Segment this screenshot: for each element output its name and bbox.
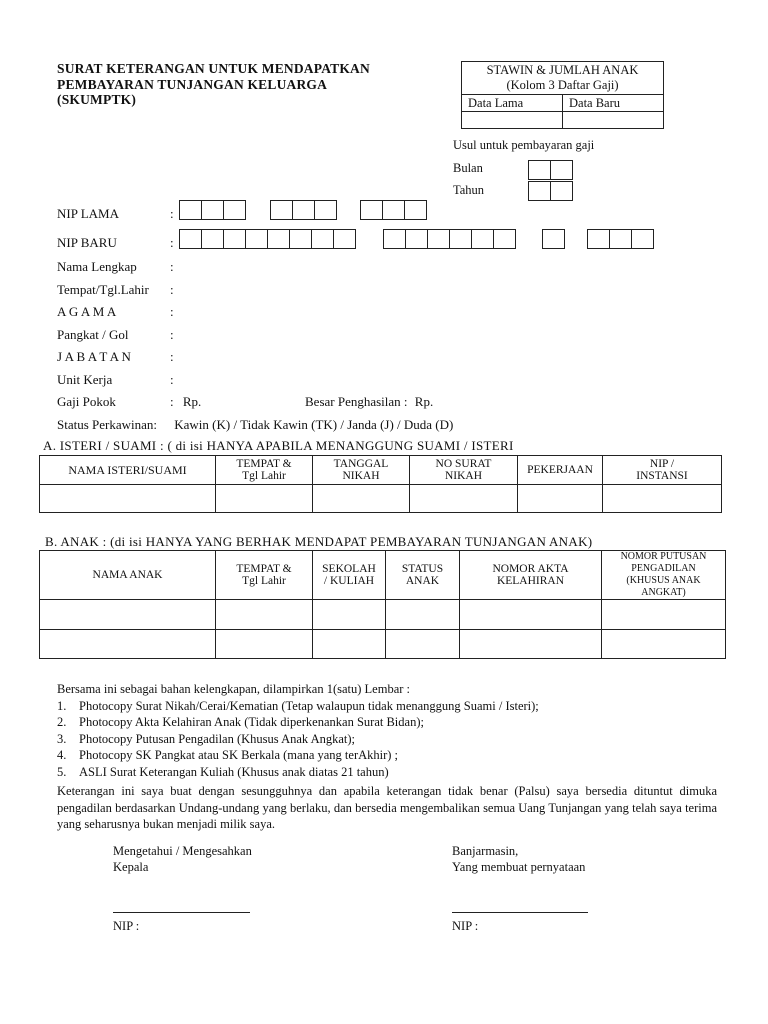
digit-box[interactable]	[223, 200, 246, 220]
besar-penghasilan-label: Besar Penghasilan :	[305, 394, 408, 409]
mengetahui-label: Mengetahui / Mengesahkan	[113, 844, 252, 858]
nama-row	[57, 258, 174, 276]
digit-box[interactable]	[270, 200, 293, 220]
penghasilan-label	[305, 393, 433, 411]
title-line-1: SURAT KETERANGAN UNTUK MENDAPATKAN	[57, 61, 370, 76]
nip-lama-group-2[interactable]	[271, 200, 337, 220]
digit-box[interactable]	[493, 229, 516, 249]
col-nip-instansi: NIP / INSTANSI	[603, 456, 722, 485]
unit-row	[57, 371, 174, 389]
table-cell[interactable]	[386, 630, 460, 659]
right-nip-label: NIP :	[452, 919, 479, 933]
digit-box[interactable]	[550, 181, 573, 201]
digit-box[interactable]	[360, 200, 383, 220]
ttl-row	[57, 281, 174, 299]
anak-table	[39, 550, 726, 659]
city-label: Banjarmasin,	[452, 844, 519, 858]
digit-box[interactable]	[550, 160, 573, 180]
nip-baru-group-3[interactable]	[543, 229, 565, 249]
kepala-label: Kepala	[113, 860, 149, 874]
colon: :	[170, 282, 174, 297]
nip-lama-row	[57, 205, 174, 223]
status-row	[57, 416, 617, 434]
left-nip-label: NIP :	[113, 919, 140, 933]
pembuat-label: Yang membuat pernyataan	[452, 860, 586, 874]
table-row[interactable]	[40, 630, 726, 659]
col-sekolah: SEKOLAH / KULIAH	[313, 551, 386, 600]
list-item: 1. Photocopy Surat Nikah/Cerai/Kematian (Tetap walaupun tidak menanggung Suami / Isteri);	[57, 698, 539, 713]
jabatan-label: J A B A T A N	[57, 349, 131, 364]
digit-box[interactable]	[179, 229, 202, 249]
left-signature-block	[113, 843, 252, 875]
digit-box[interactable]	[609, 229, 632, 249]
digit-box[interactable]	[314, 200, 337, 220]
stawin-baru-input[interactable]	[562, 112, 663, 128]
digit-box[interactable]	[449, 229, 472, 249]
jabatan-row	[57, 348, 174, 366]
digit-box[interactable]	[223, 229, 246, 249]
table-cell[interactable]	[603, 485, 722, 513]
nip-baru-group-4[interactable]	[588, 229, 654, 249]
list-item: 3. Photocopy Putusan Pengadilan (Khusus Anak Angkat);	[57, 731, 356, 746]
attachments-list	[57, 698, 539, 781]
col-tanggal-nikah: TANGGAL NIKAH	[313, 456, 410, 485]
digit-box[interactable]	[333, 229, 356, 249]
left-signature-line[interactable]	[113, 912, 250, 913]
stawin-table	[461, 61, 664, 129]
colon: :	[170, 259, 174, 274]
statement-paragraph: Keterangan ini saya buat dengan sesungguhnya dan apabila keterangan tidak benar (Palsu) saya bersedia dituntut dimuka pengadilan berdasarkan Undang-undang yang berlaku, dan bersedia mengembalikan semua Uang Tunjangan yang telah saya terima yang seharusnya bukan menjadi milik saya.	[57, 784, 717, 831]
gaji-label: Gaji Pokok	[57, 394, 116, 409]
colon: :	[170, 327, 174, 342]
bulan-label: Bulan	[453, 161, 483, 175]
table-cell[interactable]	[518, 485, 603, 513]
nip-baru-group-1[interactable]	[180, 229, 356, 249]
digit-box[interactable]	[528, 181, 551, 201]
digit-box[interactable]	[471, 229, 494, 249]
status-label: Status Perkawinan:	[57, 417, 158, 432]
colon: :	[170, 206, 174, 221]
agama-label: A G A M A	[57, 304, 117, 319]
digit-box[interactable]	[201, 229, 224, 249]
stawin-lama-input[interactable]	[462, 112, 562, 128]
unit-label: Unit Kerja	[57, 372, 113, 387]
stawin-subheader: (Kolom 3 Daftar Gaji)	[506, 78, 619, 92]
table-cell[interactable]	[313, 485, 410, 513]
table-cell[interactable]	[460, 630, 602, 659]
nip-lama-group-1[interactable]	[180, 200, 246, 220]
form-title	[57, 61, 370, 108]
digit-box[interactable]	[289, 229, 312, 249]
nip-lama-group-3[interactable]	[361, 200, 427, 220]
digit-box[interactable]	[587, 229, 610, 249]
pangkat-row	[57, 326, 174, 344]
col-nama-isteri: NAMA ISTERI/SUAMI	[40, 456, 216, 485]
table-header-row	[40, 551, 726, 600]
penghasilan-rp: Rp.	[414, 394, 434, 409]
table-row[interactable]	[40, 600, 726, 630]
table-cell[interactable]	[386, 600, 460, 630]
title-line-2: PEMBAYARAN TUNJANGAN KELUARGA	[57, 76, 328, 92]
digit-box[interactable]	[292, 200, 315, 220]
nip-lama-label: NIP LAMA	[57, 206, 119, 221]
table-header-row	[40, 456, 722, 485]
table-cell[interactable]	[602, 630, 726, 659]
digit-box[interactable]	[245, 229, 268, 249]
digit-box[interactable]	[404, 200, 427, 220]
col-akta: NOMOR AKTA KELAHIRAN	[460, 551, 602, 600]
digit-box[interactable]	[201, 200, 224, 220]
table-cell[interactable]	[40, 600, 216, 630]
pangkat-label: Pangkat / Gol	[57, 327, 129, 342]
isteri-suami-table	[39, 455, 722, 513]
digit-box[interactable]	[542, 229, 565, 249]
table-cell[interactable]	[40, 485, 216, 513]
table-cell[interactable]	[216, 630, 313, 659]
colon: :	[170, 304, 174, 319]
digit-box[interactable]	[405, 229, 428, 249]
col-putusan: NOMOR PUTUSAN PENGADILAN (KHUSUS ANAK ANGKAT)	[602, 551, 726, 600]
col-tempat: TEMPAT & Tgl Lahir	[216, 551, 313, 600]
table-cell[interactable]	[40, 630, 216, 659]
tahun-label: Tahun	[453, 183, 485, 197]
digit-box[interactable]	[382, 200, 405, 220]
gaji-rp: Rp.	[182, 394, 202, 409]
digit-box[interactable]	[383, 229, 406, 249]
table-cell[interactable]	[410, 485, 518, 513]
stawin-col-baru: Data Baru	[562, 95, 663, 111]
col-no-surat: NO SURAT NIKAH	[410, 456, 518, 485]
nama-label: Nama Lengkap	[57, 259, 137, 274]
colon: :	[170, 235, 174, 250]
colon: :	[170, 394, 174, 409]
col-tempat: TEMPAT & Tgl Lahir	[216, 456, 313, 485]
section-a-title: A. ISTERI / SUAMI : ( di isi HANYA APABILA MENANGGUNG SUAMI / ISTERI	[43, 438, 514, 453]
right-signature-line[interactable]	[452, 912, 588, 913]
table-cell[interactable]	[602, 600, 726, 630]
bulan-boxes[interactable]	[529, 160, 573, 180]
attachments-intro: Bersama ini sebagai bahan kelengkapan, dilampirkan 1(satu) Lembar :	[57, 682, 410, 696]
digit-box[interactable]	[179, 200, 202, 220]
col-status-anak: STATUS ANAK	[386, 551, 460, 600]
table-cell[interactable]	[313, 600, 386, 630]
title-line-3: (SKUMPTK)	[57, 92, 137, 107]
col-nama-anak: NAMA ANAK	[40, 551, 216, 600]
digit-box[interactable]	[427, 229, 450, 249]
attachments	[57, 681, 539, 780]
section-b-title: B. ANAK : (di isi HANYA YANG BERHAK MENDAPAT PEMBAYARAN TUNJANGAN ANAK)	[45, 534, 593, 549]
table-cell[interactable]	[216, 485, 313, 513]
stawin-header: STAWIN & JUMLAH ANAK	[486, 63, 639, 77]
status-options: Kawin (K) / Tidak Kawin (TK) / Janda (J) / Duda (D)	[174, 417, 454, 432]
table-row[interactable]	[40, 485, 722, 513]
nip-baru-group-2[interactable]	[384, 229, 516, 249]
usul-label: Usul untuk pembayaran gaji	[453, 138, 595, 152]
stawin-col-lama: Data Lama	[468, 96, 524, 110]
col-pekerjaan: PEKERJAAN	[518, 456, 603, 485]
agama-row	[57, 303, 174, 321]
digit-box[interactable]	[267, 229, 290, 249]
list-item: 5. ASLI Surat Keterangan Kuliah (Khusus anak diatas 21 tahun)	[57, 764, 389, 779]
tahun-boxes[interactable]	[529, 181, 573, 201]
colon: :	[170, 372, 174, 387]
table-cell[interactable]	[313, 630, 386, 659]
list-item: 2. Photocopy Akta Kelahiran Anak (Tidak diperkenankan Surat Bidan);	[57, 715, 424, 729]
digit-box[interactable]	[311, 229, 334, 249]
nip-baru-row	[57, 234, 174, 252]
digit-box[interactable]	[631, 229, 654, 249]
table-cell[interactable]	[460, 600, 602, 630]
colon: :	[170, 349, 174, 364]
nip-baru-label: NIP BARU	[57, 235, 117, 250]
table-cell[interactable]	[216, 600, 313, 630]
list-item: 4. Photocopy SK Pangkat atau SK Berkala (mana yang terAkhir) ;	[57, 748, 399, 762]
ttl-label: Tempat/Tgl.Lahir	[57, 282, 149, 297]
right-signature-block	[452, 843, 585, 875]
digit-box[interactable]	[528, 160, 551, 180]
